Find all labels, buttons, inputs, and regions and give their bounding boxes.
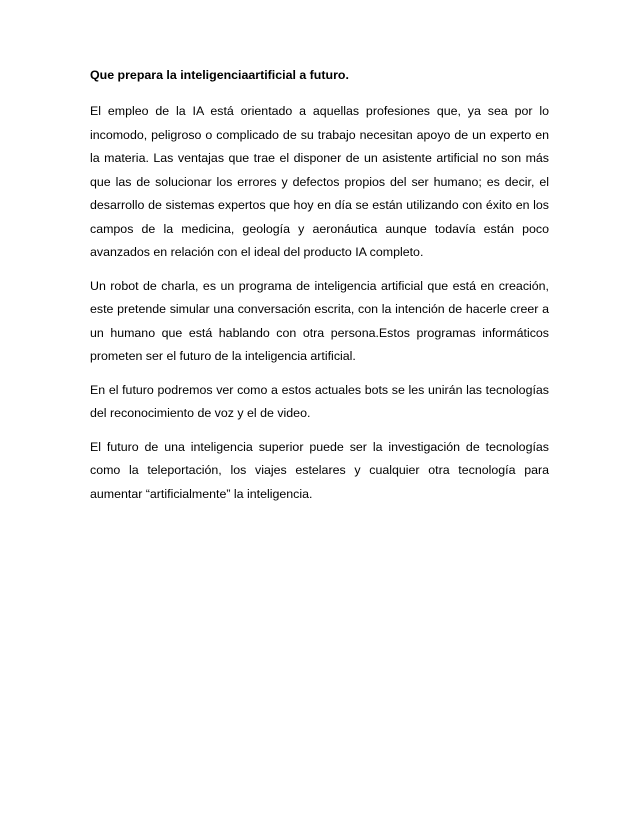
paragraph-chatbot: Un robot de charla, es un programa de inteligencia artificial que está en creación, este pretende simular una conversación escrita, con la intención de hacerle creer a un humano que está hablando con otra persona.Estos programas informáticos prometen ser el futuro de la inteligencia artificial.	[90, 278, 549, 363]
document-title: Que prepara la inteligenciaartificial a futuro.	[90, 68, 349, 82]
document-body	[90, 67, 549, 516]
paragraph-future: El futuro de una inteligencia superior puede ser la investigación de tecnologías como la teleportación, los viajes estelares y cualquier otra tecnología para aumentar “artificialmente” la inteligencia.	[90, 439, 549, 501]
paragraph-ia-uses: El empleo de la IA está orientado a aquellas profesiones que, ya sea por lo incomodo, peligroso o complicado de su trabajo necesitan apoyo de un experto en la materia. Las ventajas que trae el disponer de un asistente artificial no son más que las de solucionar los errores y defectos propios del ser humano; es decir, el desarrollo de sistemas expertos que hoy en día se están utilizando con éxito en los campos de la medicina, geología y aeronáutica aunque todavía están poco avanzados en relación con el ideal del producto IA completo.	[90, 104, 549, 259]
paragraph-voice-video: En el futuro podremos ver como a estos actuales bots se les unirán las tecnologías del reconocimiento de voz y el de video.	[90, 382, 549, 420]
